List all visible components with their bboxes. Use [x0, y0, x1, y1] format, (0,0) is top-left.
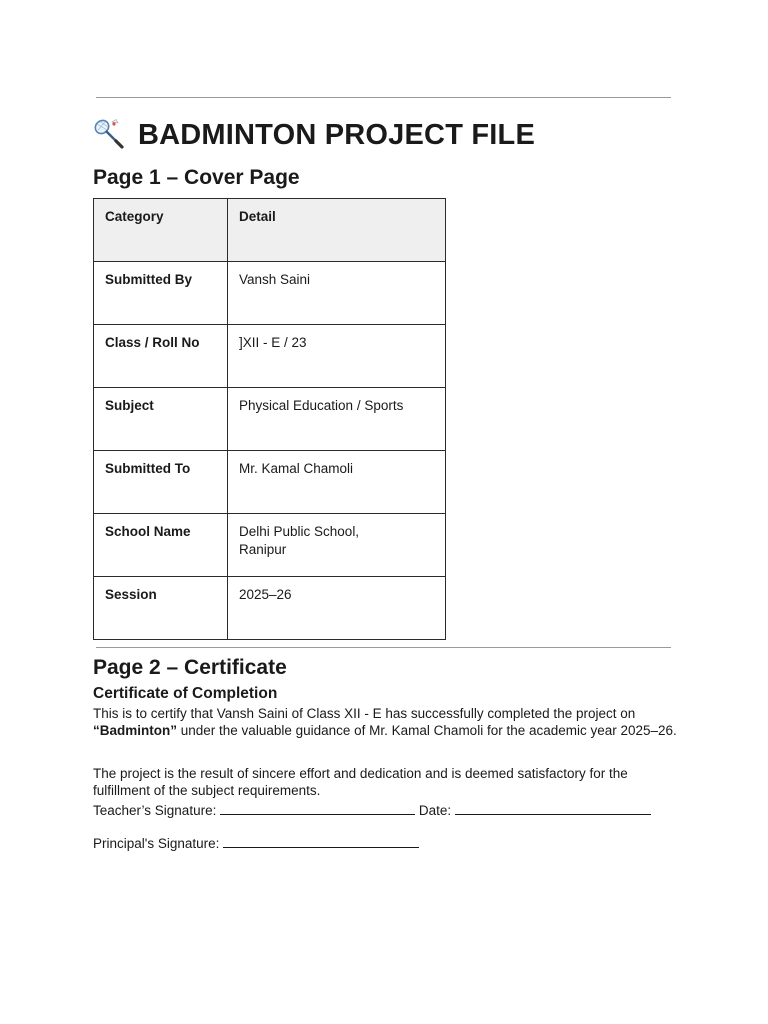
table-row [94, 388, 446, 451]
date-label: Date: [418, 803, 452, 818]
row-category: Subject [94, 388, 228, 451]
table-row [94, 577, 446, 640]
principal-signature-label: Principal's Signature: [93, 836, 220, 851]
table-row [94, 451, 446, 514]
certificate-text: under the valuable guidance of Mr. Kamal Chamoli for the academic year 2025–26. [180, 723, 677, 738]
table-row [94, 325, 446, 388]
column-header-detail: Detail [228, 199, 446, 262]
row-category: Class / Roll No [94, 325, 228, 388]
page1-heading: Page 1 – Cover Page [93, 166, 300, 189]
row-detail: Delhi Public School, Ranipur [228, 514, 446, 577]
date-blank [455, 802, 651, 815]
row-category: Submitted To [94, 451, 228, 514]
principal-signature-blank [223, 835, 419, 848]
row-detail: Physical Education / Sports [228, 388, 446, 451]
teacher-signature-blank [220, 802, 415, 815]
section-divider [96, 647, 671, 648]
teacher-signature-label: Teacher’s Signature: [93, 803, 217, 818]
certificate-paragraph-2: The project is the result of sincere effort and dedication and is deemed satisfactory for the fulfillment of the subject requirements. [93, 766, 628, 798]
teacher-signature-line [93, 802, 651, 818]
table-row [94, 262, 446, 325]
certificate-paragraph-1 [93, 705, 683, 739]
row-category: Session [94, 577, 228, 640]
row-detail: Mr. Kamal Chamoli [228, 451, 446, 514]
project-name: “Badminton” [93, 723, 177, 738]
certificate-text: This is to certify that Vansh Saini of Class XII - E has successfully completed the project on [93, 706, 636, 721]
table-row [94, 514, 446, 577]
row-detail: Vansh Saini [228, 262, 446, 325]
row-detail: 2025–26 [228, 577, 446, 640]
principal-signature-line [93, 835, 419, 851]
certificate-subheading: Certificate of Completion [93, 685, 278, 702]
table-header-row [94, 199, 446, 262]
document-title: BADMINTON PROJECT FILE [138, 118, 535, 151]
row-category: School Name [94, 514, 228, 577]
page2-heading: Page 2 – Certificate [93, 656, 287, 679]
cover-details-table [93, 198, 446, 640]
column-header-category: Category [94, 199, 228, 262]
badminton-racket-shuttlecock-icon [92, 118, 126, 152]
top-divider [96, 97, 671, 98]
row-detail: ]XII - E / 23 [228, 325, 446, 388]
row-category: Submitted By [94, 262, 228, 325]
document-title-block [92, 118, 535, 152]
